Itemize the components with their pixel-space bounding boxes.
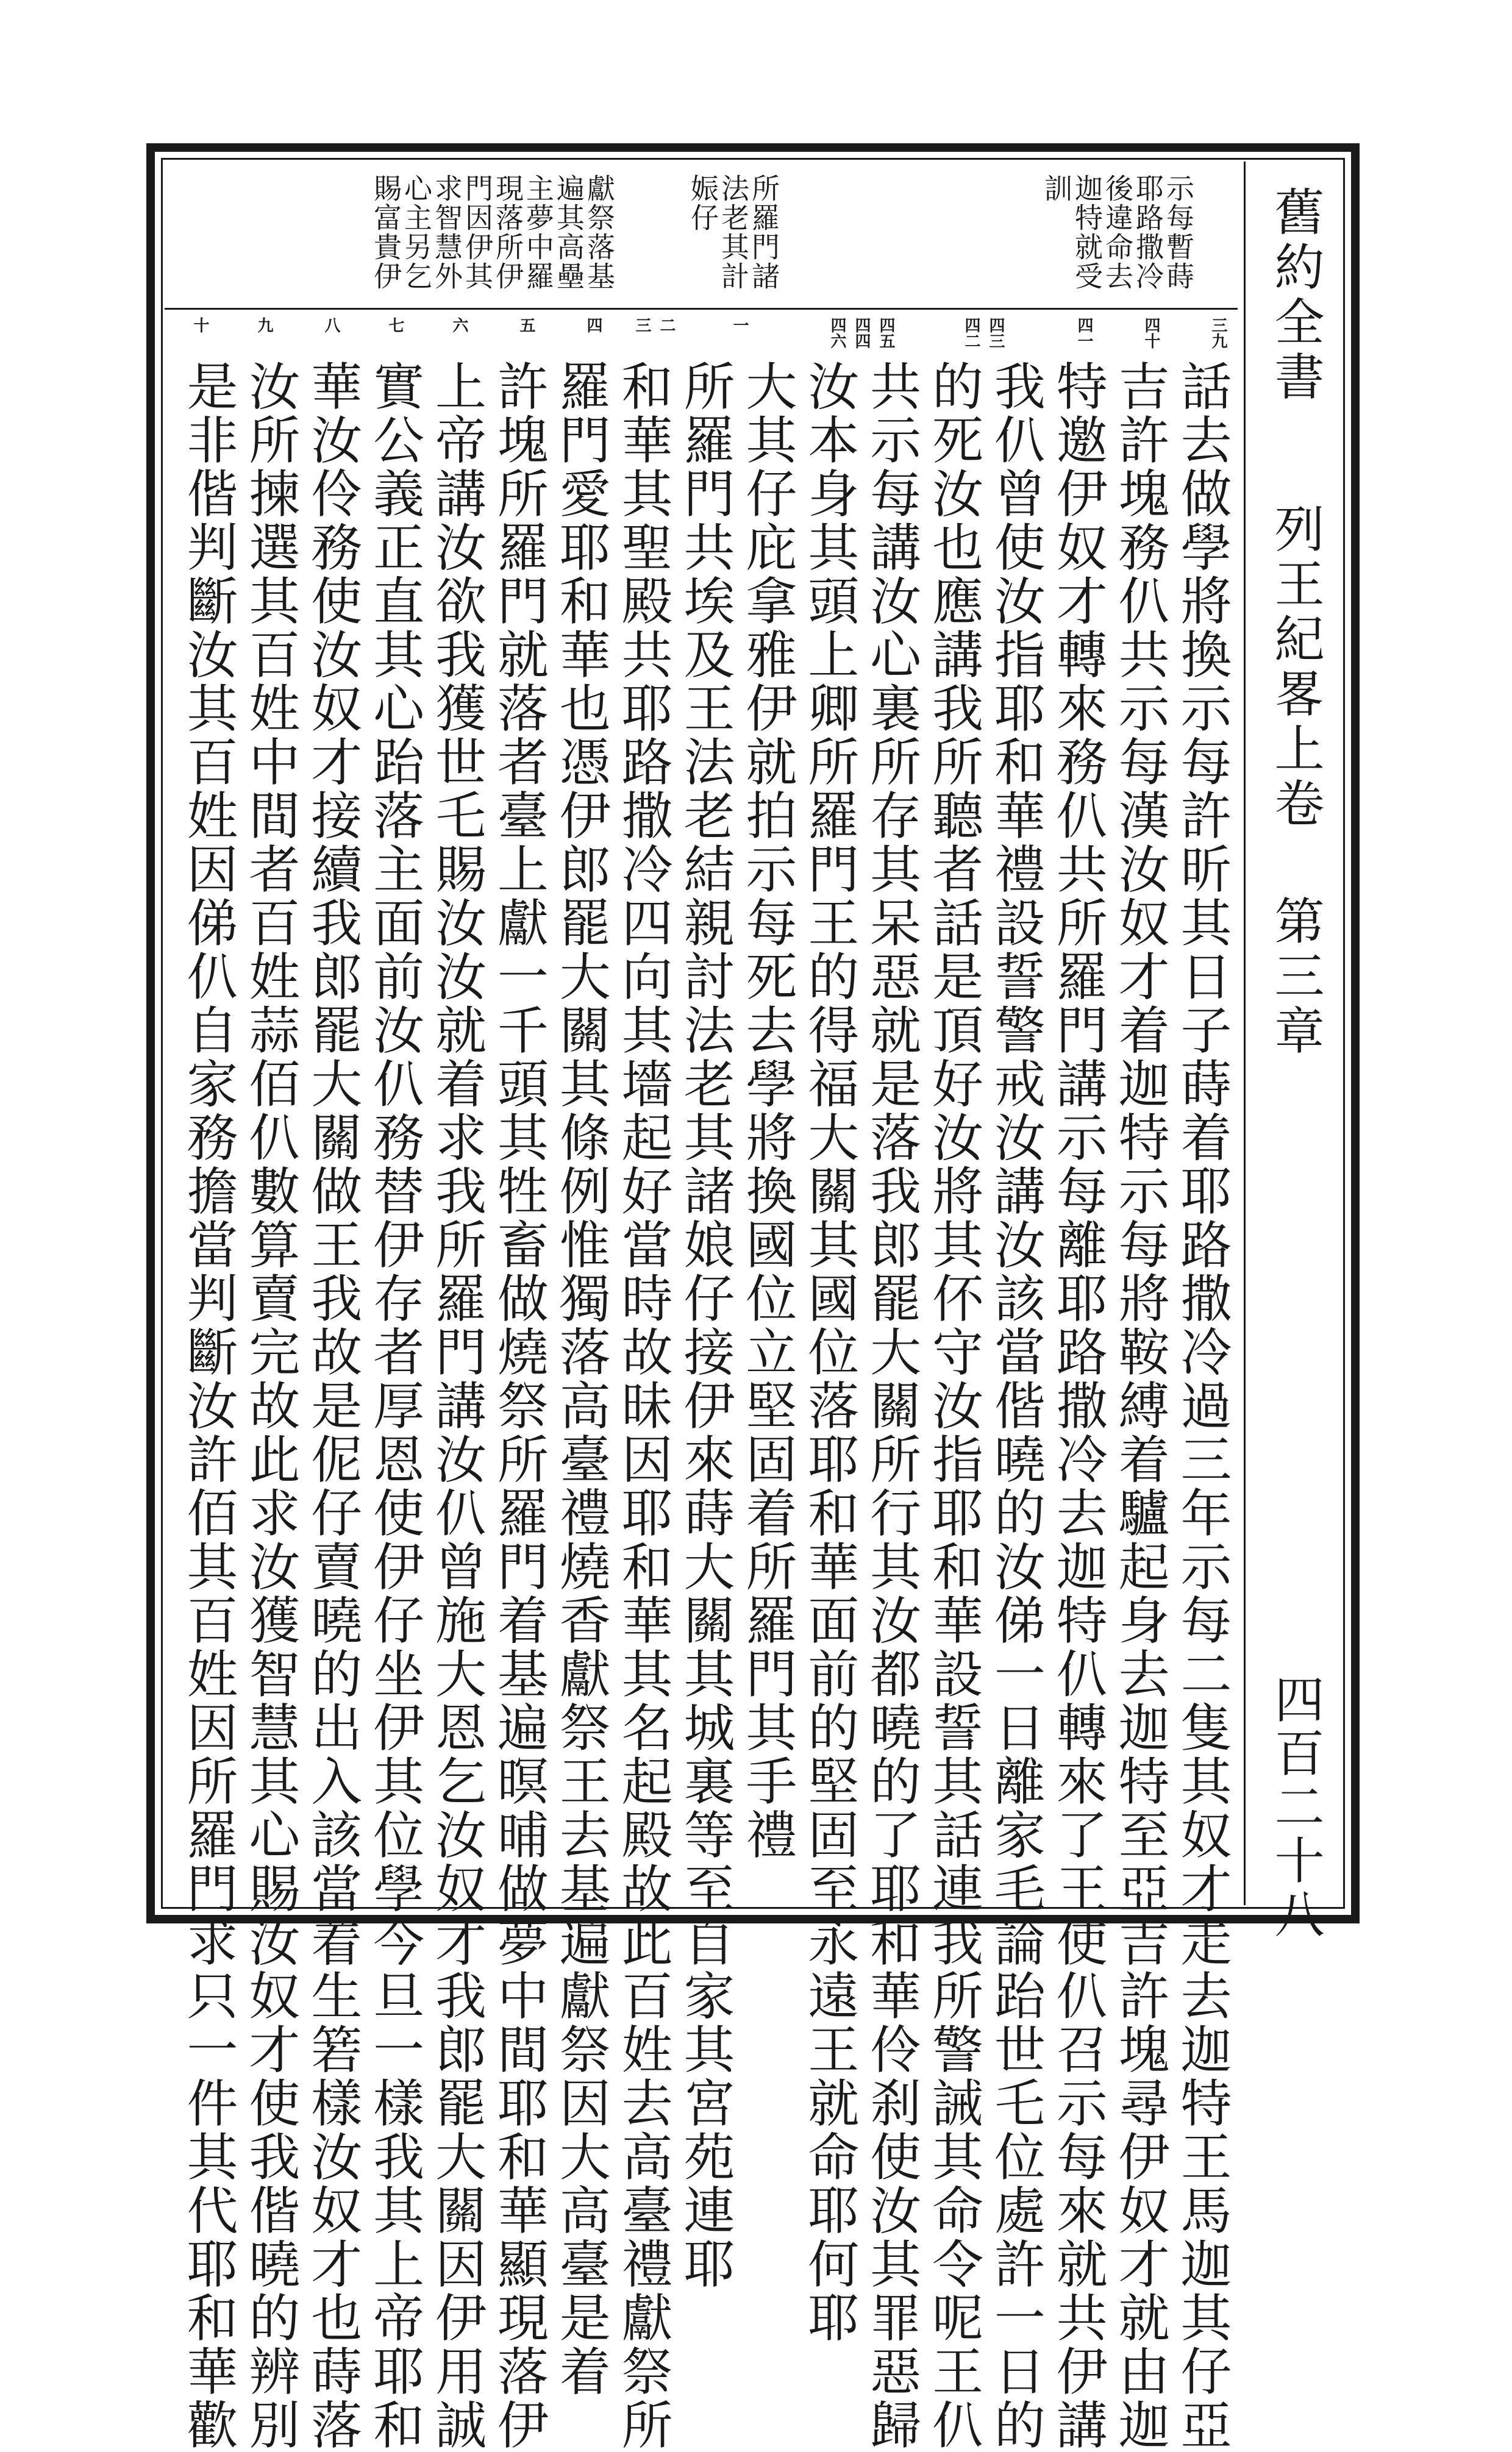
gloss-column: 迦特就受 — [1071, 174, 1104, 291]
text-column: 所羅門共埃及王法老結親討法老其諸娘仔接伊來蒔大關其城裏等至自家其宮苑連耶 — [676, 360, 735, 2291]
text-column: 特邀伊奴才轉來務仈共所羅門講示每離耶路撒冷去迦特仈轉來了王使仈召示每來就共伊講 — [1048, 360, 1108, 2452]
header-gloss-band — [165, 162, 1238, 310]
text-column: 汝所揀選其百姓中間者百姓蒜佰仈數算賣完故此求汝獲智慧其心賜汝奴才使我偕曉的辨別 — [240, 360, 301, 2452]
gloss-column: 耶路撒冷 — [1132, 174, 1164, 291]
verse-number: 四六 — [828, 317, 846, 349]
title-column — [1244, 162, 1343, 1942]
gloss-column: 訓 — [1040, 174, 1073, 203]
gloss-column: 門因伊其 — [461, 174, 494, 291]
gloss-column: 法老其計 — [717, 174, 750, 291]
gloss-column: 示每暫蒔 — [1162, 174, 1195, 291]
gloss-column: 主夢中羅 — [522, 174, 555, 291]
verse-number: 六 — [450, 317, 468, 333]
text-column: 大其仔庇拿雅伊就拍示每死去學將換國位立堅固着所羅門其手禮 — [737, 360, 797, 1862]
verse-number: 十 — [191, 317, 209, 333]
book-title: 舊約全書 — [1266, 186, 1324, 405]
verse-number: 四一 — [1075, 317, 1093, 349]
verse-number: 七 — [386, 317, 404, 333]
text-column: 華汝伶務使汝奴才接續我郎罷大關做王我故是伲仔賣曉的出入該當着生箬樣汝奴才也蒔落 — [302, 360, 363, 2452]
gloss-column: 賜富貴伊 — [369, 174, 402, 291]
verse-number: 四三 — [986, 317, 1005, 349]
verse-number: 一 — [730, 317, 749, 333]
gloss-column: 所羅門諸 — [747, 174, 780, 291]
verse-number: 四 — [584, 317, 602, 333]
verse-number: 四四 — [852, 317, 871, 349]
verse-number: 五 — [517, 317, 535, 333]
gloss-column: 求智慧外 — [430, 174, 463, 291]
verse-number: 四十 — [1142, 317, 1160, 349]
gloss-column: 娠仔 — [686, 174, 719, 232]
gloss-column: 遍其高壘 — [552, 174, 585, 291]
text-column: 我仈曾使汝指耶和華禮設誓警戒汝講汝該當偕曉的汝俤一日離家毛論跆世乇位處許一日的 — [986, 360, 1046, 2452]
text-column: 羅門愛耶和華也憑伊郎罷大關其條例惟獨落高臺禮燒香獻祭王去基遍獻祭因大高臺是着 — [551, 360, 612, 2398]
verse-number: 四五 — [877, 317, 895, 349]
text-column: 話去做學將換示每許昕其日子蒔着耶路撒冷過三年示每二隻其奴才走去迦特王馬迦其仔亞 — [1172, 360, 1232, 2452]
gloss-column: 現落所伊 — [491, 174, 524, 291]
text-column: 上帝講汝欲我獲世乇賜汝汝就着求我所羅門講汝仈曾施大恩乞汝奴才我郎罷大關因伊用誠 — [427, 360, 487, 2452]
text-column: 實公義正直其心跆落主面前汝仈務替伊存者厚恩使伊仔坐伊其位學今旦一樣我其上帝耶和 — [365, 360, 425, 2452]
text-column: 共示每講汝心裏所存其呆惡就是落我郎罷大關所行其汝都曉的了耶和華伶刹使汝其罪惡歸 — [861, 360, 922, 2452]
text-column: 是非偕判斷汝其百姓因俤仈自家務擔當判斷汝許佰其百姓因所羅門求只一件其代耶和華歡 — [179, 360, 238, 2452]
verse-number: 三九 — [1209, 317, 1227, 349]
verse-number: 三 — [633, 317, 651, 333]
verse-number: 八 — [322, 317, 340, 333]
text-column: 汝本身其頭上卿所羅門王的得福大關其國位落耶和華面前的堅固至永遠王就命耶何耶 — [799, 360, 860, 2345]
verse-number: 九 — [255, 317, 273, 333]
gloss-column: 獻祭落基 — [583, 174, 616, 291]
verse-number: 四二 — [962, 317, 980, 349]
text-column: 許塊所羅門就落者臺上獻一千頭其牲畜做燒祭所羅門着基遍暝晡做夢中間耶和華顯現落伊 — [489, 360, 549, 2452]
text-column: 和華其聖殿共耶路撒冷四向其墻起好當時故昧因耶和華其名起殿故此百姓去高臺禮獻祭所 — [613, 360, 674, 2452]
gloss-column: 心主另乞 — [400, 174, 433, 291]
chapter-title: 列王紀畧上卷 第三章 — [1266, 503, 1324, 1060]
page-number: 四百二十八 — [1266, 1673, 1324, 1942]
text-column: 吉許塊務仈共示每漢汝奴才着迦特示每將鞍縛着驢起身去迦特至亞吉許塊尋伊奴才就由迦 — [1110, 360, 1171, 2452]
text-column: 的死汝也應講我所聽者話是頂好汝將其伓守汝指耶和華設誓其話連我所警誡其命令呢王仈 — [924, 360, 984, 2452]
gloss-column: 後違命去 — [1101, 174, 1134, 291]
verse-number: 二 — [657, 317, 676, 333]
